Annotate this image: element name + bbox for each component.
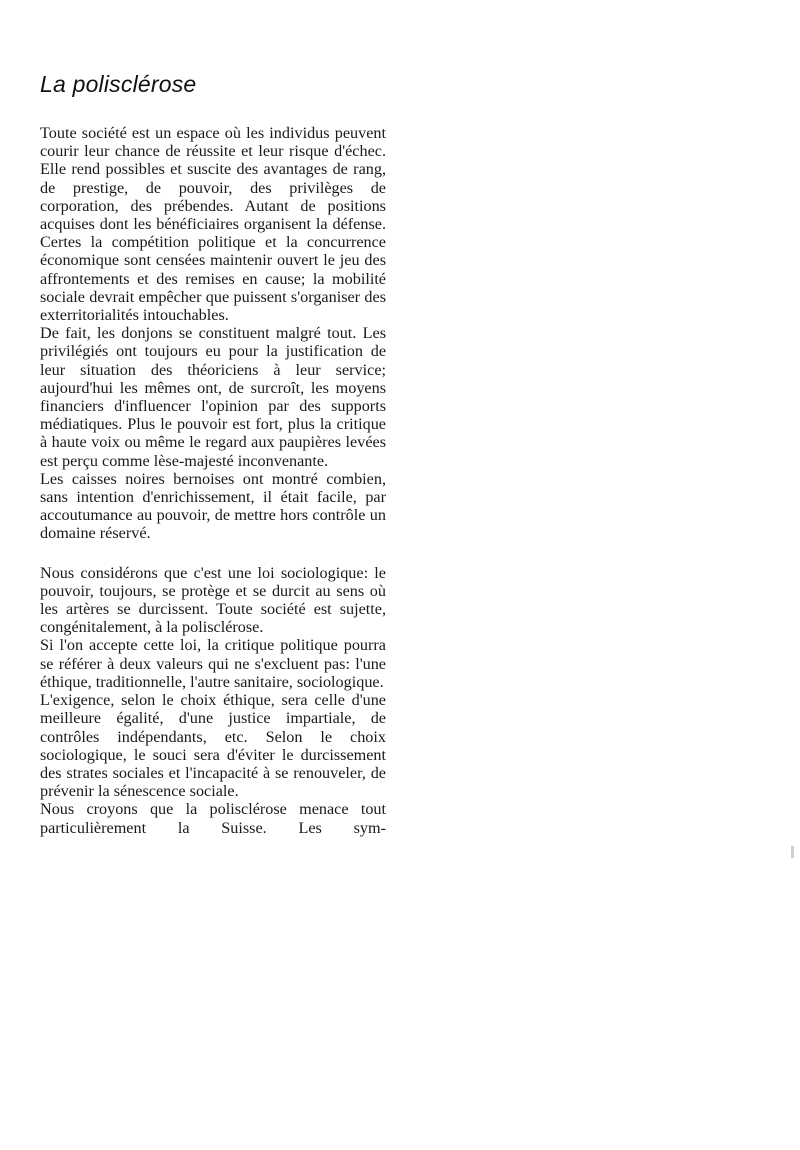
text-column: [40, 124, 386, 837]
paragraph-spacer: [40, 543, 386, 564]
paragraph-5: Si l'on accepte cette loi, la critique politique pourra se référer à deux valeurs qui ne s'excluent pas: l'une éthique, traditionnelle, l'autre sanitaire, sociologique.: [40, 636, 386, 691]
paragraph-4: Nous considérons que c'est une loi sociologique: le pouvoir, toujours, se protège et se durcit au sens où les artères se durcissent. Toute société est sujette, congénitalement, à la polisclérose.: [40, 563, 386, 637]
paragraph-1: Toute société est un espace où les individus peuvent courir leur chance de réussite et leur risque d'échec. Elle rend possibles et suscite des avantages de rang, de prestige, de pouvoir, des privilèges de corporation, des prébendes. Autant de positions acquises dont les bénéficiaires organisent la défense. Certes la compétition politique et la concurrence économique sont censées maintenir ouvert le jeu des affrontements et des remises en cause; la mobilité sociale devrait empêcher que puissent s'organiser des exterritorialités intouchables.: [40, 124, 386, 325]
document-title: La polisclérose: [40, 71, 197, 97]
margin-mark: [791, 846, 794, 858]
paragraph-2: De fait, les donjons se constituent malgré tout. Les privilégiés ont toujours eu pour la justification de leur situation des théoriciens à leur service; aujourd'hui les mêmes ont, de surcroît, les moyens financiers d'influencer l'opinion par des supports médiatiques. Plus le pouvoir est fort, plus la critique à haute voix ou même le regard aux paupières levées est perçu comme lèse-majesté inconvenante.: [40, 324, 386, 470]
paragraph-3: Les caisses noires bernoises ont montré combien, sans intention d'enrichissement, il était facile, par accoutumance au pouvoir, de mettre hors contrôle un domaine réservé.: [40, 469, 386, 543]
paragraph-7: Nous croyons que la polisclérose menace tout particulièrement la Suisse. Les sym-: [40, 800, 386, 837]
paragraph-6: L'exigence, selon le choix éthique, sera celle d'une meilleure égalité, d'une justice impartiale, de contrôles indépendants, etc. Selon le choix sociologique, le souci sera d'éviter le durcissement des strates sociales et l'incapacité à se renouveler, de prévenir la sénescence sociale.: [40, 691, 386, 801]
